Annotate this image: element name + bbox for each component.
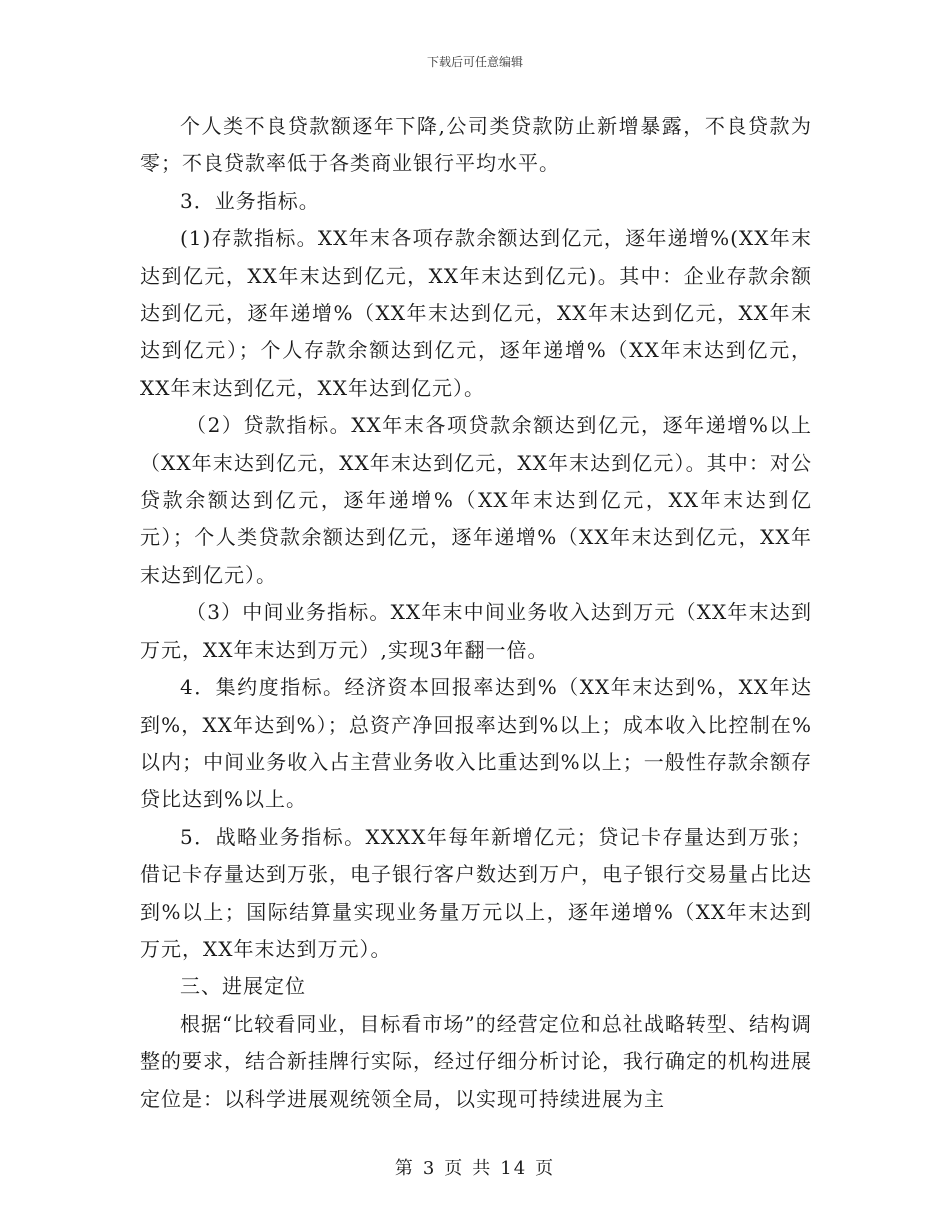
paragraph-loan-indicators: （2）贷款指标。XX年末各项贷款余额达到亿元，逐年递增%以上（XX年末达到亿元，XX年末达到亿元，XX年末达到亿元）。其中：对公贷款余额达到亿元，逐年递增%（XX年末达到亿元，XX年末达到亿元）；个人类贷款余额达到亿元，逐年递增%（XX年末达到亿元，XX年末达到亿元）。 <box>140 413 812 587</box>
paragraph-npl-summary: 个人类不良贷款额逐年下降,公司类贷款防止新增暴露，不良贷款为零；不良贷款率低于各类商业银行平均水平。 <box>140 114 812 176</box>
page-header: 下载后可任意编辑 <box>426 55 523 69</box>
paragraph-deposit-indicators: (1)存款指标。XX年末各项存款余额达到亿元，逐年递增%(XX年末达到亿元，XX年末达到亿元，XX年末达到亿元)。其中：企业存款余额达到亿元，逐年递增%（XX年末达到亿元，XX年末达到亿元，XX年末达到亿元）；个人存款余额达到亿元，逐年递增%（XX年末达到亿元，XX年末达到亿元，XX年达到亿元）。 <box>140 226 812 400</box>
section-heading-business-indicators: 3．业务指标。 <box>180 188 320 213</box>
footer-total-label: 共 <box>472 1158 493 1179</box>
footer-suffix: 页 <box>535 1158 556 1179</box>
footer-total-pages: 14 <box>500 1158 528 1179</box>
section-heading-positioning: 三、进展定位 <box>180 974 306 999</box>
paragraph-intermediary-indicators: （3）中间业务指标。XX年末中间业务收入达到万元（XX年末达到万元，XX年末达到万元）,实现3年翻一倍。 <box>140 600 812 662</box>
footer-prefix: 第 <box>394 1158 415 1179</box>
paragraph-positioning: 根据“比较看同业，目标看市场”的经营定位和总社战略转型、结构调整的要求，结合新挂牌行实际，经过仔细分析讨论，我行确定的机构进展定位是：以科学进展观统领全局，以实现可持续进展为主 <box>140 1011 812 1111</box>
page-footer <box>0 1154 950 1180</box>
paragraph-intensity-indicators: 4．集约度指标。经济资本回报率达到%（XX年末达到%，XX年达到%，XX年达到%）；总资产净回报率达到%以上；成本收入比控制在%以内；中间业务收入占主营业务收入比重达到%以上；一般性存款余额存贷比达到%以上。 <box>140 675 812 812</box>
document-body <box>140 108 812 1118</box>
footer-page-label: 页 <box>444 1158 465 1179</box>
paragraph-strategic-indicators: 5．战略业务指标。XXXX年每年新增亿元；贷记卡存量达到万张；借记卡存量达到万张，电子银行客户数达到万户，电子银行交易量占比达到%以上；国际结算量实现业务量万元以上，逐年递增%（XX年末达到万元，XX年末达到万元）。 <box>140 824 812 961</box>
footer-page-number: 3 <box>422 1158 437 1179</box>
